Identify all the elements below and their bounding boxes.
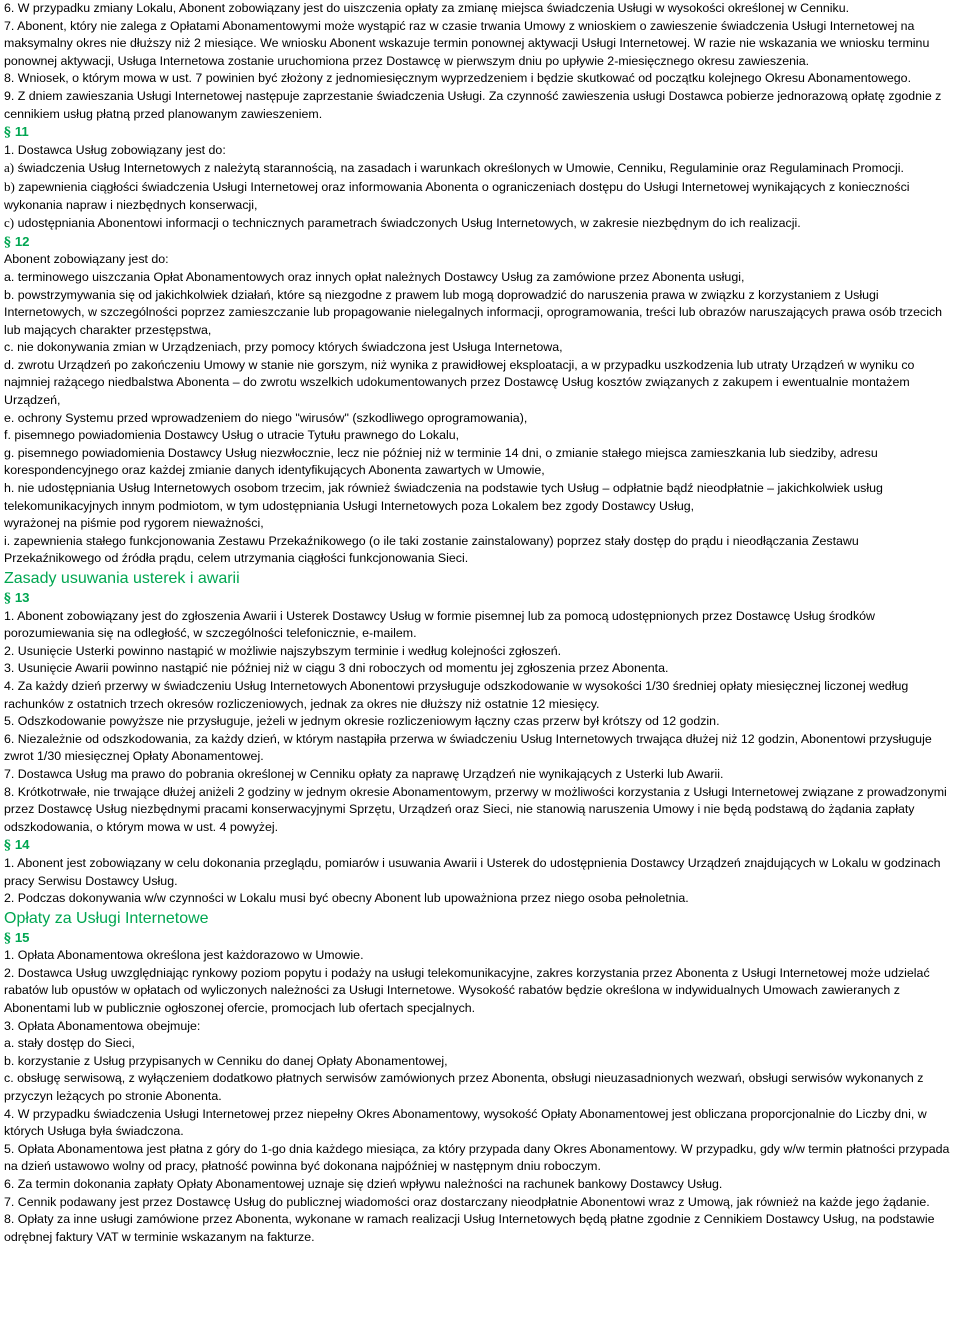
section-symbol: § xyxy=(4,838,11,854)
section-11-item-a xyxy=(4,159,956,178)
section-12-item: i. zapewnienia stałego funkcjonowania Zestawu Przekaźnikowego (o ile taki zostanie zainstalowany) poprzez stały dostęp do prądu i nieodłączania Zestawu Przekaźnikowego od źródła prądu, celem utrzymania ciągłości funkcjonowania Sieci. xyxy=(4,533,859,566)
heading-oplaty: Opłaty za Usługi Internetowe xyxy=(4,909,209,927)
section-12-header xyxy=(4,233,956,252)
item-letter: c) xyxy=(4,215,15,231)
item-letter: a) xyxy=(4,160,15,176)
section-14-item: 1. Abonent jest zobowiązany w celu dokonania przeglądu, pomiarów i usuwania Awarii i Usterek do udostępnienia Dostawcy Urządzeń znajdujących w Lokalu w godzinach pracy Serwisu Dostawcy Usług. xyxy=(4,855,941,888)
item-text: zapewnienia ciągłości świadczenia Usługi Internetowej oraz informowania Abonenta o ograniczeniach dostępu do Usługi Internetowej wynikających z konieczności wykonania napraw i niezbędnych konserwacji, xyxy=(4,179,910,212)
section-15-item: 2. Dostawca Usług uwzględniając rynkowy poziom popytu i podaży na usługi telekomunikacyjne, zakres korzystania przez Abonenta z Usługi Internetowej może udzielać rabatów lub opustów w opłatach od wyliczonych należności za Usługi Internetowe. Wysokość rabatów będzie określona w indywidualnych Umowach zawieranych z Abonentami lub w publicznie ogłoszonej ofercie, promocjach lub ofertach specjalnych. xyxy=(4,965,930,1016)
section-number: 11 xyxy=(14,124,29,140)
section-15-item: 8. Opłaty za inne usługi zamówione przez Abonenta, wykonane w ramach realizacji Usług Internetowych będą płatne zgodnie z Cennikiem Dostawcy Usług, na podstawie odrębnej faktury VAT w terminie wskazanym na fakturze. xyxy=(4,1212,935,1244)
section-13-item: 6. Niezależnie od odszkodowania, za każdy dzień, w którym nastąpiła przerwa w świadczeniu Usług Internetowych trwająca dłużej niż 12 godzin, Abonentowi przysługuje zwrot 1/30 miesięcznej Opłaty Abonamentowej. xyxy=(4,731,932,764)
section-symbol: § xyxy=(4,234,11,250)
section-13-header xyxy=(4,589,956,608)
section-11-intro: 1. Dostawca Usług zobowiązany jest do: xyxy=(4,142,226,157)
section-13-item: 5. Odszkodowanie powyższe nie przysługuje, jeżeli w jednym okresie rozliczeniowym łączny czas przerw był krótszy od 12 godzin. xyxy=(4,714,720,729)
section-15-item: 1. Opłata Abonamentowa określona jest każdorazowo w Umowie. xyxy=(4,948,364,963)
section-12-item: a. terminowego uiszczania Opłat Abonamentowych oraz innych opłat należnych Dostawcy Usług za zamówione przez Abonenta usługi, xyxy=(4,269,745,284)
section-15-header xyxy=(4,929,956,948)
item-text: udostępniania Abonentowi informacji o technicznych parametrach świadczonych Usług Internetowych, w zakresie niezbędnym do ich realizacji. xyxy=(17,216,801,231)
section-number: 12 xyxy=(14,233,30,249)
section-symbol: § xyxy=(4,125,11,141)
section-11-item-b xyxy=(4,178,956,214)
heading-awarie: Zasady usuwania usterek i awarii xyxy=(4,570,240,587)
section-13-item: 7. Dostawca Usług ma prawo do pobrania określonej w Cenniku opłaty za naprawę Urządzeń nie wynikających z Usterki lub Awarii. xyxy=(4,766,724,781)
section-11-header xyxy=(4,123,956,142)
section-14-item: 2. Podczas dokonywania w/w czynności w Lokalu musi być obecny Abonent lub upoważniona przez niego osoba pełnoletnia. xyxy=(4,891,689,906)
section-15-item: a. stały dostęp do Sieci, xyxy=(4,1036,135,1051)
section-15-item: 5. Opłata Abonamentowa jest płatna z góry do 1-go dnia każdego miesiąca, za który przypada dany Okres Abonamentowy. W przypadku, gdy w/w termin płatności przypada na dzień ustawowo wolny od pracy, płatność powinna być dokonana najpóźniej w następnym dniu roboczym. xyxy=(4,1141,950,1174)
paragraph-7: 7. Abonent, który nie zalega z Opłatami Abonamentowymi może wystąpić raz w czasie trwania Umowy z wnioskiem o zawieszenie świadczenia Usługi Internetowej na maksymalny okres nie dłuższy niż 2 miesiące. We wniosku Abonent wskazuje termin ponownej aktywacji Usługi Internetowej. W razie nie wskazania we wniosku terminu ponownej aktywacji, Usługa Internetowa zostanie uruchomiona przez Dostawcę w pierwszym dniu po upływie 2-miesięcznego okresu zawieszenia. xyxy=(4,18,930,68)
section-15-item: c. obsługę serwisową, z wyłączeniem dodatkowo płatnych serwisów zamówionych przez Abonenta, obsługi nieuzasadnionych wezwań, obsługi serwisów wykonanych z przyczyn leżących po stronie Abonenta. xyxy=(4,1071,924,1104)
section-15-item: 4. W przypadku świadczenia Usługi Internetowej przez niepełny Okres Abonamentowy, wysokość Opłaty Abonamentowej jest obliczana proporcjonalnie do Liczby dni, w których Usługa była świadczona. xyxy=(4,1106,927,1139)
section-15-item: 6. Za termin dokonania zapłaty Opłaty Abonamentowej uznaje się dzień wpływu należności na rachunek bankowy Dostawcy Usług. xyxy=(4,1177,723,1191)
section-13-item: 8. Krótkotrwałe, nie trwające dłużej aniżeli 2 godziny w jednym okresie Abonamentowym, przerwy w możliwości korzystania z Usługi Internetowej związane z prowadzonymi przez Dostawcę Usług niezbędnymi pracami konserwacyjnymi Sprzętu, Urządzeń oraz Sieci, nie stanowią naruszenia Umowy i nie będą podstawą do żądania zapłaty odszkodowania, o którym mowa w ust. 4 powyżej. xyxy=(4,784,947,834)
section-12-item: d. zwrotu Urządzeń po zakończeniu Umowy w stanie nie gorszym, niż wynika z prawidłowej eksploatacji, a w przypadku uszkodzenia lub utraty Urządzeń w wyniku co najmniej rażącego niedbalstwa Abonenta – do zwrotu wszelkich udokumentowanych przez Dostawcę Usług kosztów związanych z zakupem i ewentualnie montażem Urządzeń, xyxy=(4,357,915,408)
paragraph-6: 6. W przypadku zmiany Lokalu, Abonent zobowiązany jest do uiszczenia opłaty za zmianę miejsca świadczenia Usługi w wysokości określonej w Cenniku. xyxy=(4,1,850,15)
section-14-header xyxy=(4,836,956,855)
paragraph-9: 9. Z dniem zawieszania Usługi Internetowej następuje zaprzestanie świadczenia Usługi. Za czynność zawieszenia usługi Dostawca pobierze jednorazową opłatę zgodnie z cennikiem usług płatną przed planowanym zawieszeniem. xyxy=(4,88,942,121)
section-11-item-c xyxy=(4,214,956,233)
paragraph-8: 8. Wniosek, o którym mowa w ust. 7 powinien być złożony z jednomiesięcznym wyprzedzeniem i będzie skutkować od początku kolejnego Okresu Abonamentowego. xyxy=(4,71,912,86)
section-12-item: wyrażonej na piśmie pod rygorem nieważności, xyxy=(4,516,264,531)
section-12-item: f. pisemnego powiadomienia Dostawcy Usług o utracie Tytułu prawnego do Lokalu, xyxy=(4,428,460,443)
section-12-intro: Abonent zobowiązany jest do: xyxy=(4,252,169,267)
section-symbol: § xyxy=(4,591,11,606)
section-13-item: 3. Usunięcie Awarii powinno nastąpić nie później niż w ciągu 3 dni roboczych od momentu jej zgłoszenia przez Abonenta. xyxy=(4,661,669,676)
section-15-item: 7. Cennik podawany jest przez Dostawcę Usług do publicznej wiadomości oraz dostarczany nieodpłatnie Abonentowi wraz z Umową, jak również na każde jego żądanie. xyxy=(4,1194,930,1209)
section-number: 15 xyxy=(14,929,30,945)
section-symbol: § xyxy=(4,930,11,946)
section-13-item: 2. Usunięcie Usterki powinno nastąpić w możliwie najszybszym terminie i według kolejności zgłoszeń. xyxy=(4,643,562,658)
section-12-item: g. pisemnego powiadomienia Dostawcy Usług niezwłocznie, lecz nie później niż w terminie 14 dni, o zmianie stałego miejsca zamieszkania lub siedziby, adresu korespondencyjnego oraz każdej zmianie danych identyfikujących Abonenta zawartych w Umowie, xyxy=(4,445,878,478)
section-15-item: 3. Opłata Abonamentowa obejmuje: xyxy=(4,1018,201,1033)
section-12-item: c. nie dokonywania zmian w Urządzeniach, przy pomocy których świadczona jest Usługa Internetowa, xyxy=(4,340,563,355)
section-number: 14 xyxy=(14,837,30,853)
section-12-item: e. ochrony Systemu przed wprowadzeniem do niego "wirusów" (szkodliwego oprogramowania), xyxy=(4,410,528,425)
section-13-item: 1. Abonent zobowiązany jest do zgłoszenia Awarii i Usterek Dostawcy Usług w formie pisemnej lub za pomocą udostępnionych przez Dostawcę Usług środków porozumiewania się na odległość, w szczególności telefonicznie, e-mailem. xyxy=(4,608,875,641)
section-12-item: h. nie udostępniania Usług Internetowych osobom trzecim, jak również świadczenia na podstawie tych Usług – odpłatnie bądź nieodpłatnie – jakichkolwiek usług telekomunikacyjnych innym podmiotom, w tym udostępniania Usługi Internetowych poza Lokalem bez zgody Dostawcy Usług, xyxy=(4,481,883,513)
section-15-item: b. korzystanie z Usług przypisanych w Cenniku do danej Opłaty Abonamentowej, xyxy=(4,1053,448,1068)
section-number: 13 xyxy=(14,590,30,605)
item-text: świadczenia Usług Internetowych z należytą starannością, na zasadach i warunkach określonych w Umowie, Cenniku, Regulaminie oraz Regulaminach Promocji. xyxy=(17,161,904,176)
section-12-item: b. powstrzymywania się od jakichkolwiek działań, które są niezgodne z prawem lub mogą doprowadzić do naruszenia prawa w związku z korzystaniem z Usługi Internetowych, w szczególności poprzez zamieszczanie lub propagowanie nielegalnych informacji, oprogramowania, treści lub obrazów naruszających prawa osób trzecich lub mających charakter przestępstwa, xyxy=(4,287,943,337)
section-13-item: 4. Za każdy dzień przerwy w świadczeniu Usług Internetowych Abonentowi przysługuje odszkodowanie w wysokości 1/30 średniej opłaty miesięcznej liczonej według rachunków z ostatnich trzech okresów rozliczeniowych, jednak za okres nie dłuższy niż ostatnie 12 miesięcy. xyxy=(4,678,909,711)
item-letter: b) xyxy=(4,178,15,194)
